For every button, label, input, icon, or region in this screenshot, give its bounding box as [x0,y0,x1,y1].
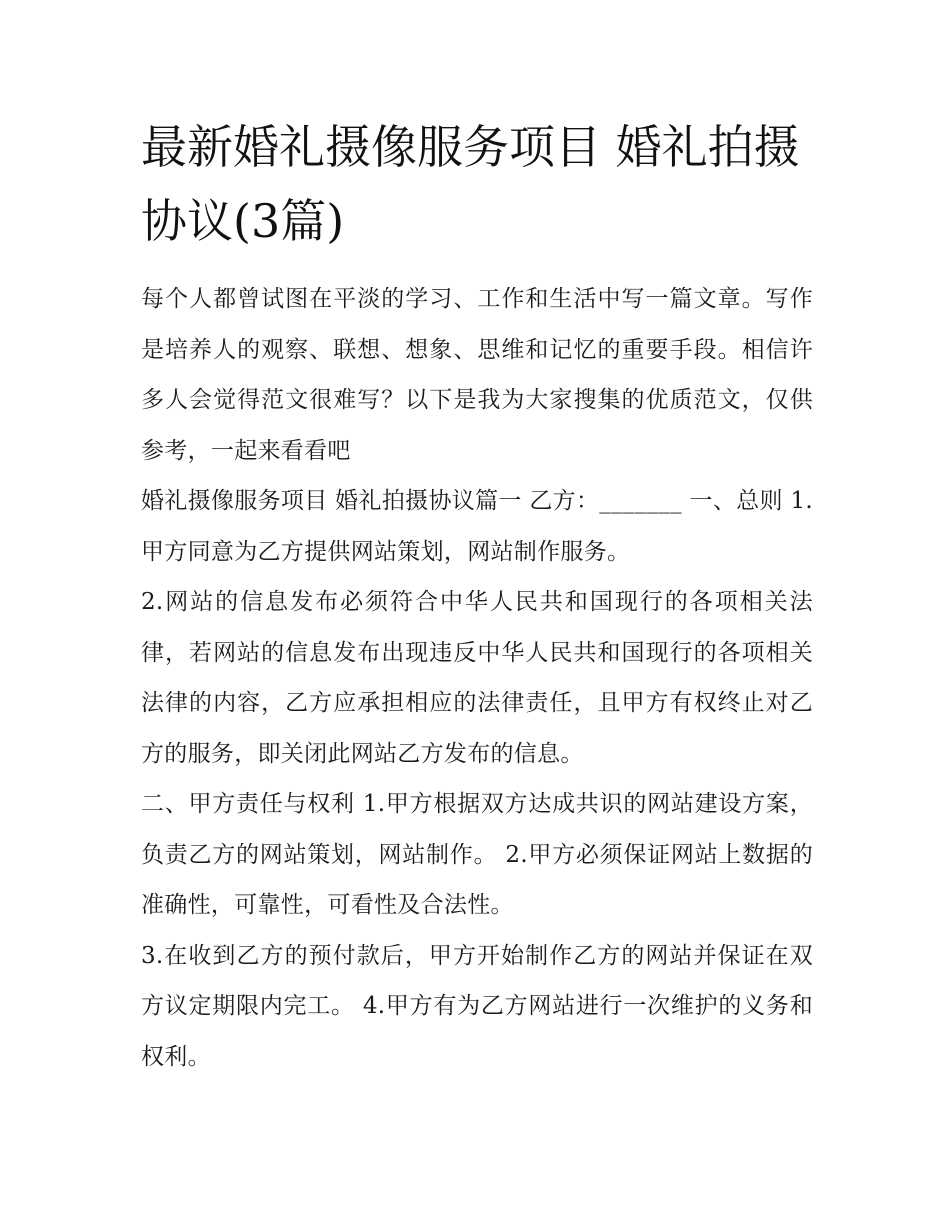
document-page [141,110,813,1082]
paragraph-intro: 每个人都曾试图在平淡的学习、工作和生活中写一篇文章。写作是培养人的观察、联想、想象、思维和记忆的重要手段。相信许多人会觉得范文很难写？以下是我为大家搜集的优质范文，仅供参考，一起来看看吧 [141,286,813,464]
paragraph-delivery-maintenance: 3.在收到乙方的预付款后，甲方开始制作乙方的网站并保证在双方议定期限内完工。 4.甲方有为乙方网站进行一次维护的义务和权利。 [141,942,813,1070]
paragraph-general-rules: 婚礼摄像服务项目 婚礼拍摄协议篇一 乙方：_______ 一、总则 1.甲方同意为乙方提供网站策划，网站制作服务。 [141,488,813,565]
document-title: 最新婚礼摄像服务项目 婚礼拍摄协议(3篇) [141,120,800,248]
paragraph-party-a-duties: 二、甲方责任与权利 1.甲方根据双方达成共识的网站建设方案，负责乙方的网站策划，网站制作。 2.甲方必须保证网站上数据的准确性，可靠性，可看性及合法性。 [141,791,813,918]
paragraph-legal-compliance: 2.网站的信息发布必须符合中华人民共和国现行的各项相关法律，若网站的信息发布出现违反中华人民共和国现行的各项相关法律的内容，乙方应承担相应的法律责任，且甲方有权终止对乙方的服务，即关闭此网站乙方发布的信息。 [141,589,813,767]
